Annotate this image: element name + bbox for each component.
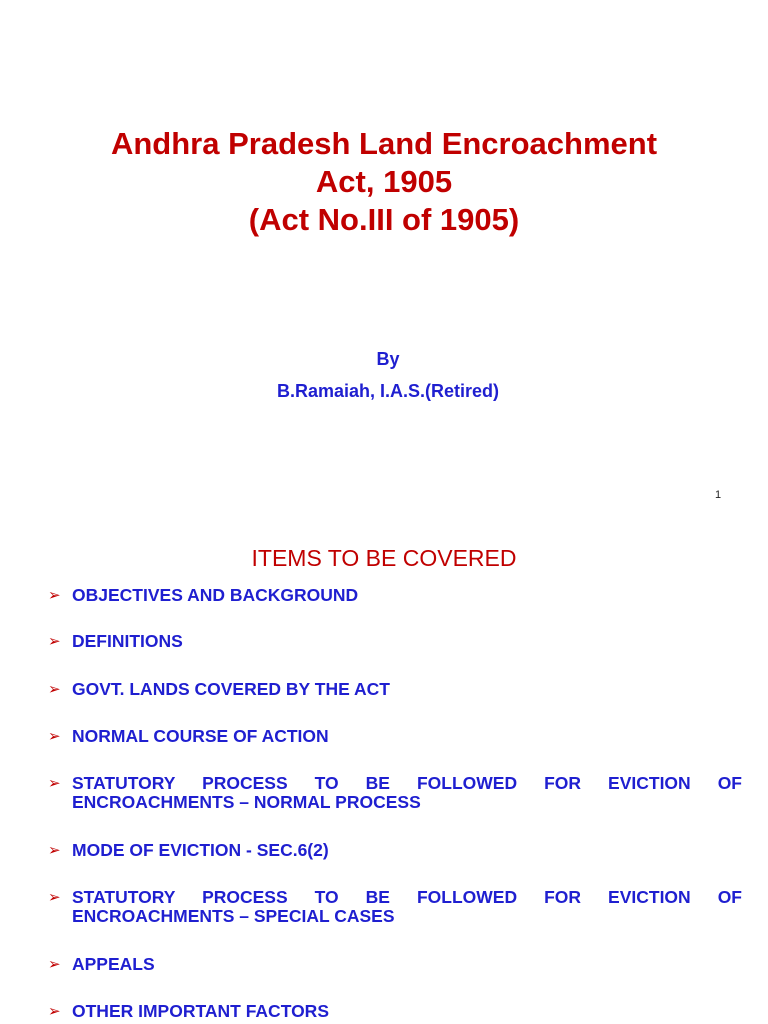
title-line-1: Andhra Pradesh Land Encroachment <box>110 126 658 161</box>
document-title <box>0 125 768 239</box>
page-number: 1 <box>715 489 722 501</box>
arrow-bullet-icon: ➢ <box>48 681 61 698</box>
list-item-text <box>72 888 742 926</box>
title-line-3: (Act No.III of 1905) <box>248 202 520 237</box>
list-item-text: DEFINITIONS <box>72 631 183 651</box>
arrow-bullet-icon: ➢ <box>48 587 61 604</box>
slide-2 <box>0 520 768 1024</box>
arrow-bullet-icon: ➢ <box>48 1003 61 1020</box>
items-list <box>0 520 768 1024</box>
arrow-bullet-icon: ➢ <box>48 633 61 650</box>
list-item-text: OTHER IMPORTANT FACTORS <box>72 1001 329 1021</box>
list-item <box>48 841 742 860</box>
arrow-bullet-icon: ➢ <box>48 728 61 745</box>
arrow-bullet-icon: ➢ <box>48 956 61 973</box>
items-heading: ITEMS TO BE COVERED <box>251 545 517 571</box>
arrow-bullet-icon: ➢ <box>48 842 61 859</box>
list-item-line-2: ENCROACHMENTS – SPECIAL CASES <box>72 906 395 926</box>
list-item-line-2: ENCROACHMENTS – NORMAL PROCESS <box>72 792 421 812</box>
list-item-text <box>72 774 742 812</box>
list-item-text: NORMAL COURSE OF ACTION <box>72 726 329 746</box>
list-item-line-1: STATUTORY PROCESS TO BE FOLLOWED FOR EVICTION OF <box>72 887 742 907</box>
list-item-text: OBJECTIVES AND BACKGROUND <box>72 585 359 605</box>
list-item-line-1: STATUTORY PROCESS TO BE FOLLOWED FOR EVICTION OF <box>72 773 742 793</box>
list-item <box>48 632 742 651</box>
list-item <box>48 727 742 746</box>
list-item <box>48 680 742 699</box>
arrow-bullet-icon: ➢ <box>48 889 61 906</box>
list-item <box>48 774 742 812</box>
list-item <box>48 888 742 926</box>
title-line-2: Act, 1905 <box>315 164 453 199</box>
arrow-bullet-icon: ➢ <box>48 775 61 792</box>
list-item <box>48 955 742 974</box>
by-label: By <box>376 349 400 369</box>
list-item-text: APPEALS <box>72 954 155 974</box>
author-name: B.Ramaiah, I.A.S.(Retired) <box>276 381 500 401</box>
list-item <box>48 1002 742 1021</box>
list-item <box>48 586 742 605</box>
list-item-text: MODE OF EVICTION - SEC.6(2) <box>72 840 329 860</box>
list-item-text: GOVT. LANDS COVERED BY THE ACT <box>72 679 390 699</box>
